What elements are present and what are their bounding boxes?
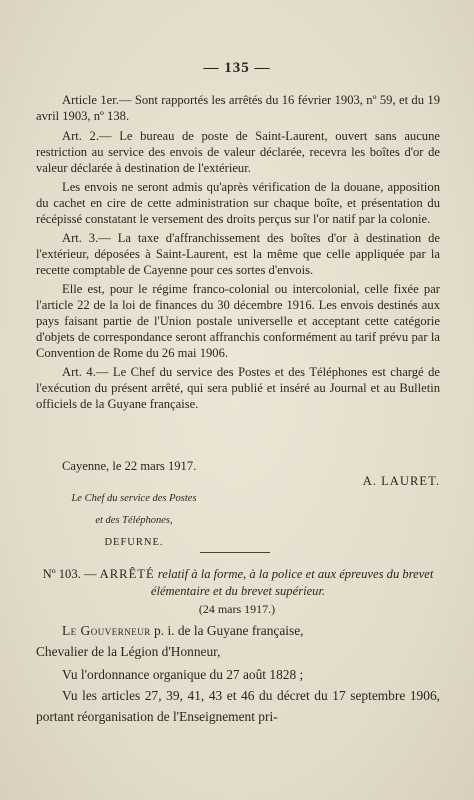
vu-articles: Vu les articles 27, 39, 41, 43 et 46 du décret du 17 septembre 1906, portant réorganisation de l'Enseignement pri- xyxy=(36,688,440,724)
article-2: Art. 2.— Le bureau de poste de Saint-Laurent, ouvert sans aucune restriction au service des envois de valeur déclarée, recevra les boîtes d'or de valeur déclarée à destination de l'extérieur. xyxy=(36,129,440,175)
signature-block xyxy=(36,458,440,488)
decree-date: (24 mars 1917.) xyxy=(198,602,276,616)
articles-block xyxy=(36,92,440,412)
official-signature xyxy=(64,488,204,554)
official-title-line1: Le Chef du service des Postes xyxy=(71,493,197,504)
vu-ordonnance: Vu l'ordonnance organique du 27 août 1828 ; xyxy=(62,667,304,682)
official-name: DEFURNE. xyxy=(104,537,164,548)
decree-number: Nº 103. — xyxy=(42,567,100,581)
decree-preamble xyxy=(36,620,440,727)
decree-heading xyxy=(36,566,440,600)
governor-line-1-rest: p. i. de la Guyane française, xyxy=(150,623,304,638)
page-number: — 135 — xyxy=(203,60,271,76)
article-2-paragraph-2: Les envois ne seront admis qu'après vérification de la douane, apposition du cachet en cire de cette administration sur chaque boîte, et présentation du récépissé constatant le versement des droits perçus sur l'or natif par la colonie. xyxy=(36,180,440,226)
section-divider xyxy=(200,552,270,553)
place-date: Cayenne, le 22 mars 1917. xyxy=(62,459,197,473)
decree-title: relatif à la forme, à la police et aux épreuves du brevet élémentaire et du brevet supérieur. xyxy=(150,567,434,598)
article-3-paragraph-2: Elle est, pour le régime franco-colonial ou intercolonial, celle fixée par l'article 22 de la loi de finances du 30 décembre 1916. Les envois destinés aux pays faisant partie de l'Union postale universelle et acceptant cette catégorie d'objets de correspondance seront affranchis conformément au tarif prévu par la Convention de Rome du 26 mai 1906. xyxy=(36,282,440,360)
signatory-name: A. LAURET. xyxy=(362,474,440,488)
article-4: Art. 4.— Le Chef du service des Postes et des Téléphones est chargé de l'exécution du présent arrêté, qui sera publié et inséré au Journal et au Bulletin officiels de la Guyane française. xyxy=(36,365,440,411)
official-title-line2: et des Téléphones, xyxy=(95,515,173,526)
article-1: Article 1er.— Sont rapportés les arrêtés du 16 février 1903, nº 59, et du 19 avril 1903, nº 138. xyxy=(36,93,440,123)
article-3: Art. 3.— La taxe d'affranchissement des boîtes d'or à destination de l'extérieur, déposées à Saint-Laurent, est la même que celle appliquée par la recette comptable de Cayenne pour ces sortes d'envois. xyxy=(36,231,440,277)
governor-line-2: Chevalier de la Légion d'Honneur, xyxy=(36,644,221,659)
governor-title: Le Gouverneur xyxy=(62,623,151,638)
decree-kind: ARRÊTÉ xyxy=(99,567,155,581)
governor-line-1 xyxy=(36,620,440,641)
